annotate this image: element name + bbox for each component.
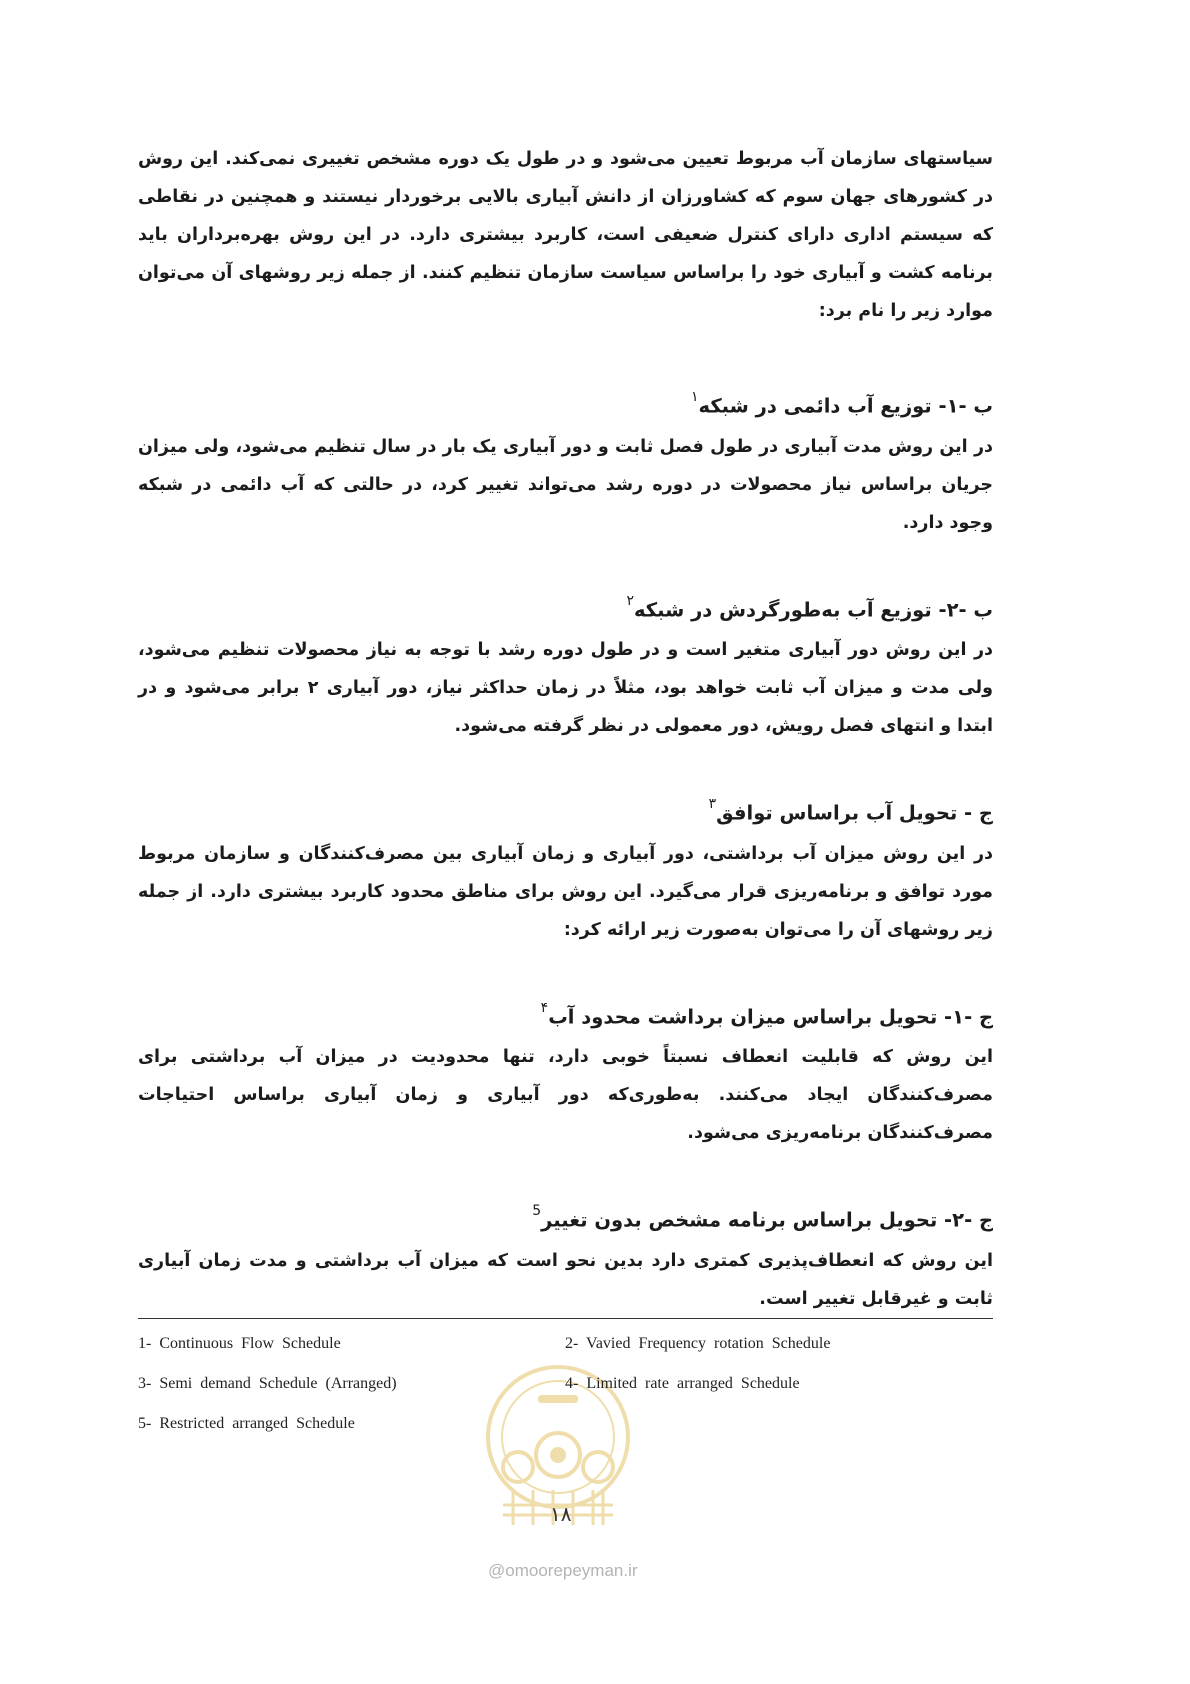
footnote-ref: ۱ [690,389,699,405]
heading-text: ب -۱- توزیع آب دائمی در شبکه [698,394,993,418]
section-heading-j2 [138,1200,993,1236]
footnote-ref: ۳ [708,796,717,812]
footnote-5: 5- Restricted arranged Schedule [138,1415,355,1432]
intro-paragraph: سیاستهای سازمان آب مربوط تعیین می‌شود و در طول یک دوره مشخص تغییری نمی‌کند. این روش در کشورهای جهان سوم که کشاورزان از دانش آبیاری بالایی برخوردار نیستند و همچنین در نقاطی که سیستم اداری دارای کنترل ضعیفی است، کاربرد بیشتری دارد. در این روش بهره‌برداران باید برنامه کشت و آبیاری خود را براساس سیاست سازمان تنظیم کنند. از جمله زیر روشهای آن می‌توان موارد زیر را نام برد: [138,149,993,321]
footnote-1: 1- Continuous Flow Schedule [138,1335,341,1352]
section-paragraph-j1: این روش که قابلیت انعطاف نسبتاً خوبی دارد، تنها محدودیت در میزان آب برداشتی برای مصرف‌کنندگان ایجاد می‌کنند. به‌طوری‌که دور آبیاری و زمان آبیاری براساس احتیاجات مصرف‌کنندگان برنامه‌ریزی می‌شود. [138,1047,993,1143]
heading-text: ج - تحویل آب براساس توافق [716,801,993,825]
section-heading-b1 [138,386,993,422]
section-heading-j1 [138,997,993,1033]
footnote-3: 3- Semi demand Schedule (Arranged) [138,1375,397,1392]
heading-text: ج -۲- تحویل براساس برنامه مشخص بدون تغییر [541,1208,993,1232]
heading-text: ب -۲- توزیع آب به‌طورگردش در شبکه [633,598,993,621]
section-paragraph-j: در این روش میزان آب برداشتی، دور آبیاری و زمان آبیاری بین مصرف‌کنندگان و سازمان مربوط مورد توافق و برنامه‌ریزی قرار می‌گیرد. این روش برای مناطق محدود کاربرد بیشتری دارد. از جمله زیر روشهای آن را می‌توان به‌صورت زیر ارائه کرد: [138,843,993,940]
footnote-ref: 5 [532,1203,542,1219]
footnote-4: 4- Limited rate arranged Schedule [565,1375,800,1392]
section-heading-b2 [138,590,993,626]
section-paragraph-b1: در این روش مدت آبیاری در طول فصل ثابت و دور آبیاری یک بار در سال تنظیم می‌شود، ولی میزان جریان براساس نیاز محصولات در دوره رشد می‌تواند تغییر کرد، در حالتی که آب دائمی در شبکه وجود دارد. [138,436,993,533]
footnote-ref: ۲ [626,592,634,609]
footnote-divider [138,1318,993,1319]
section-heading-j [138,793,993,829]
document-body [138,140,993,1318]
footnote-2: 2- Vavied Frequency rotation Schedule [565,1335,831,1352]
footnote-ref: ۴ [540,999,549,1016]
page-number: ۱۸ [550,1502,572,1526]
section-paragraph-b2: در این روش دور آبیاری متغیر است و در طول دوره رشد با توجه به نیاز محصولات تنظیم می‌شود، ولی مدت و میزان آب ثابت خواهد بود، مثلاً در زمان حداکثر نیاز، دور آبیاری ۲ برابر می‌شود و در ابتدا و انتهای فصل رویش، دور معمولی در نظر گرفته می‌شود. [138,640,994,736]
watermark-site: @omoorepeyman.ir [488,1561,638,1580]
heading-text: ج -۱- تحویل براساس میزان برداشت محدود آب [548,1005,993,1028]
section-paragraph-j2: این روش که انعطاف‌پذیری کمتری دارد بدین نحو است که میزان آب برداشتی و مدت زمان آبیاری ثابت و غیرقابل تغییر است. [138,1250,993,1309]
